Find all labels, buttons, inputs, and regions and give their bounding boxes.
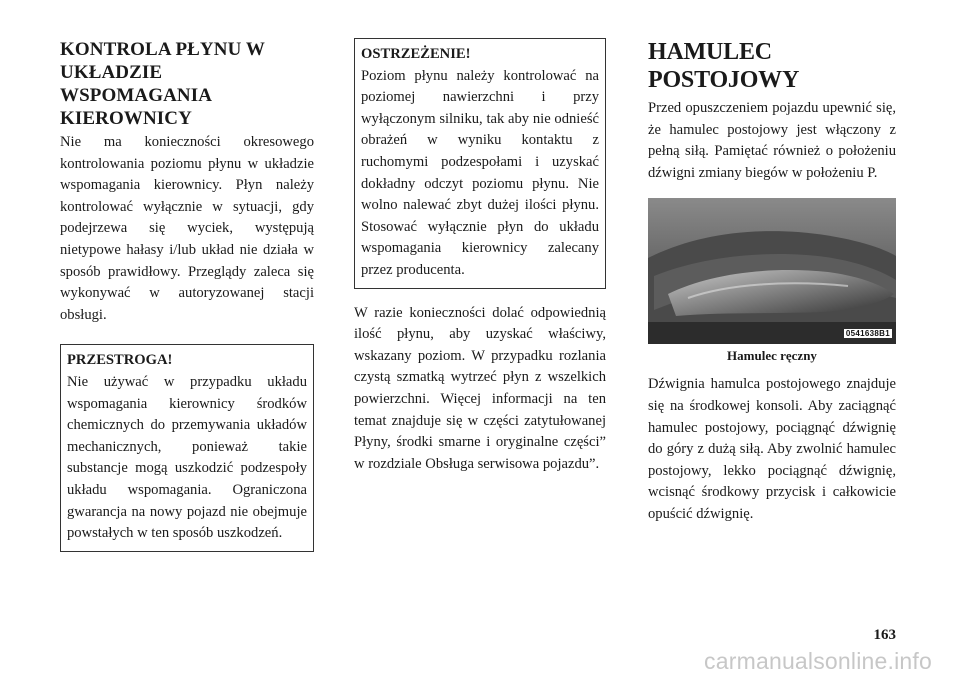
refill-paragraph: W razie konieczności dolać odpowiednią ilość płynu, aby uzyskać właściwy, wskazany poziom. W przypadku rozlania czystą szmatką wytrzeć płyn z wszelkich powierzchni. Więcej informacji na ten temat znajduje się w części zatytułowanej Płyny, środki smarne i oryginalne części” w rozdziale Obsługa serwisowa pojazdu”. <box>354 304 606 472</box>
right-column <box>648 38 896 526</box>
steering-fluid-heading: KONTROLA PŁYNU W UKŁADZIE WSPOMAGANIA KIEROWNICY <box>60 39 265 129</box>
parking-brake-illustration <box>648 198 896 344</box>
parking-brake-heading: HAMULEC POSTOJOWY <box>648 39 800 93</box>
figure-caption: Hamulec ręczny <box>727 348 817 364</box>
left-column <box>60 38 314 552</box>
caution-title: PRZESTROGA! <box>67 352 173 369</box>
parking-brake-usage: Dźwignia hamulca postojowego znajduje się na środkowej konsoli. Aby zaciągnąć hamulec postojowy, pociągnąć dźwignię do góry z dużą siłą. Aby zwolnić hamulec postojowy, lekko pociągnąć dźwignię, wcisnąć środkowy przycisk i całkowicie opuścić dźwignię. <box>648 376 896 522</box>
parking-brake-intro: Przed opuszczeniem pojazdu upewnić się, że hamulec postojowy jest włączony z pełną siłą. Pamiętać również o położeniu dźwigni zmiany biegów w położeniu P. <box>648 100 896 181</box>
steering-fluid-paragraph: Nie ma konieczności okresowego kontrolowania poziomu płynu w układzie wspomagania kierownicy. Płyn należy kontrolować wyłącznie w sytuacji, gdy podejrzewa się wyciek, występują nietypowe hałasy i/lub układ nie działa w sposób prawidłowy. Przeglądy zaleca się wykonywać w autoryzowanej stacji obsługi. <box>60 134 314 323</box>
caution-text: Nie używać w przypadku układu wspomagania kierownicy środków chemicznych do przemywania układów mechanicznych, ponieważ takie substancje mogą uszkodzić podzespoły układu wspomagania. Ograniczona gwarancja na nowy pojazd nie obejmuje powstałych w ten sposób uszkodzeń. <box>67 373 307 542</box>
watermark: carmanualsonline.info <box>704 648 932 674</box>
warning-text: Poziom płynu należy kontrolować na poziomej nawierzchni i przy wyłączonym silniku, tak aby nie odnieść obrażeń w wyniku kontaktu z ruchomymi podzespołami i uzyskać dokładny odczyt poziomu płynu. Nie wolno nalewać zbyt dużej ilości płynu. Stosować wyłącznie płyn do układu wspomagania kierownicy zalecany przez producenta. <box>361 67 599 278</box>
middle-column <box>354 38 606 475</box>
page-number: 163 <box>873 627 896 643</box>
caution-box <box>60 344 314 551</box>
figure-code: 0541638B1 <box>845 329 890 339</box>
parking-brake-photo <box>648 198 896 344</box>
warning-box <box>354 38 606 289</box>
warning-title: OSTRZEŻENIE! <box>361 46 471 62</box>
